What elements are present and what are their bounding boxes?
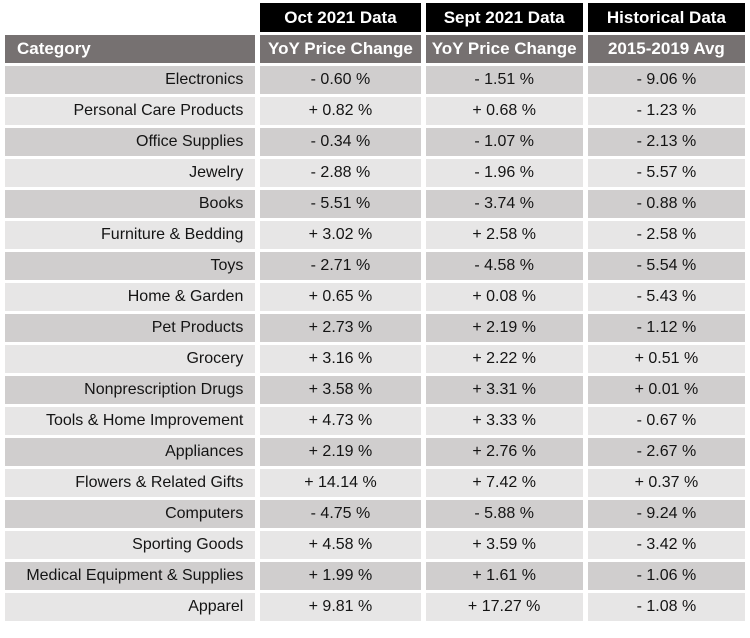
col-group-historical: Historical Data	[588, 3, 745, 32]
hist-value-cell: - 1.06 %	[588, 562, 745, 590]
table-row	[5, 66, 745, 94]
table-row	[5, 562, 745, 590]
oct-value-cell: - 5.51 %	[260, 190, 420, 218]
col-group-sept-2021: Sept 2021 Data	[426, 3, 583, 32]
sept-value-cell: + 3.59 %	[426, 531, 583, 559]
table-row	[5, 97, 745, 125]
blank-corner-cell	[5, 3, 255, 32]
oct-value-cell: + 3.58 %	[260, 376, 420, 404]
hist-value-cell: - 2.58 %	[588, 221, 745, 249]
sept-value-cell: - 1.96 %	[426, 159, 583, 187]
sept-value-cell: + 3.33 %	[426, 407, 583, 435]
table-row	[5, 500, 745, 528]
category-cell: Toys	[5, 252, 255, 280]
oct-value-cell: + 2.73 %	[260, 314, 420, 342]
table-row	[5, 314, 745, 342]
oct-yoy-column-header: YoY Price Change	[260, 35, 420, 63]
sept-value-cell: + 7.42 %	[426, 469, 583, 497]
category-cell: Computers	[5, 500, 255, 528]
category-cell: Appliances	[5, 438, 255, 466]
category-cell: Jewelry	[5, 159, 255, 187]
table-row	[5, 159, 745, 187]
category-cell: Apparel	[5, 593, 255, 621]
hist-value-cell: - 2.13 %	[588, 128, 745, 156]
group-header-row	[5, 3, 745, 32]
category-cell: Nonprescription Drugs	[5, 376, 255, 404]
table-row	[5, 252, 745, 280]
sept-value-cell: - 1.51 %	[426, 66, 583, 94]
hist-value-cell: - 3.42 %	[588, 531, 745, 559]
hist-value-cell: - 1.12 %	[588, 314, 745, 342]
category-cell: Medical Equipment & Supplies	[5, 562, 255, 590]
oct-value-cell: - 2.88 %	[260, 159, 420, 187]
oct-value-cell: + 0.65 %	[260, 283, 420, 311]
oct-value-cell: - 0.60 %	[260, 66, 420, 94]
oct-value-cell: + 0.82 %	[260, 97, 420, 125]
sept-value-cell: + 0.08 %	[426, 283, 583, 311]
table-row	[5, 531, 745, 559]
sept-value-cell: - 4.58 %	[426, 252, 583, 280]
oct-value-cell: + 3.16 %	[260, 345, 420, 373]
category-cell: Flowers & Related Gifts	[5, 469, 255, 497]
category-cell: Pet Products	[5, 314, 255, 342]
table-body	[5, 66, 745, 621]
table-row	[5, 469, 745, 497]
hist-value-cell: - 9.24 %	[588, 500, 745, 528]
table-row	[5, 128, 745, 156]
sept-value-cell: + 2.76 %	[426, 438, 583, 466]
table-row	[5, 221, 745, 249]
hist-value-cell: - 5.43 %	[588, 283, 745, 311]
oct-value-cell: - 2.71 %	[260, 252, 420, 280]
table-row	[5, 438, 745, 466]
table-row	[5, 190, 745, 218]
category-cell: Books	[5, 190, 255, 218]
category-cell: Home & Garden	[5, 283, 255, 311]
table-row	[5, 283, 745, 311]
category-cell: Personal Care Products	[5, 97, 255, 125]
historical-avg-column-header: 2015-2019 Avg	[588, 35, 745, 63]
sept-value-cell: - 5.88 %	[426, 500, 583, 528]
category-cell: Tools & Home Improvement	[5, 407, 255, 435]
category-column-header: Category	[5, 35, 255, 63]
oct-value-cell: + 14.14 %	[260, 469, 420, 497]
table-row	[5, 345, 745, 373]
table-header	[5, 3, 745, 63]
hist-value-cell: + 0.37 %	[588, 469, 745, 497]
sub-header-row	[5, 35, 745, 63]
table-row	[5, 593, 745, 621]
hist-value-cell: - 0.88 %	[588, 190, 745, 218]
sept-value-cell: + 3.31 %	[426, 376, 583, 404]
oct-value-cell: - 0.34 %	[260, 128, 420, 156]
sept-value-cell: + 2.19 %	[426, 314, 583, 342]
sept-value-cell: + 2.58 %	[426, 221, 583, 249]
hist-value-cell: - 1.08 %	[588, 593, 745, 621]
col-group-oct-2021: Oct 2021 Data	[260, 3, 420, 32]
sept-value-cell: + 17.27 %	[426, 593, 583, 621]
table-row	[5, 407, 745, 435]
oct-value-cell: + 9.81 %	[260, 593, 420, 621]
oct-value-cell: + 3.02 %	[260, 221, 420, 249]
sept-value-cell: - 3.74 %	[426, 190, 583, 218]
oct-value-cell: - 4.75 %	[260, 500, 420, 528]
sept-value-cell: + 1.61 %	[426, 562, 583, 590]
hist-value-cell: - 5.54 %	[588, 252, 745, 280]
hist-value-cell: - 5.57 %	[588, 159, 745, 187]
oct-value-cell: + 4.73 %	[260, 407, 420, 435]
hist-value-cell: - 0.67 %	[588, 407, 745, 435]
oct-value-cell: + 2.19 %	[260, 438, 420, 466]
hist-value-cell: - 2.67 %	[588, 438, 745, 466]
sept-yoy-column-header: YoY Price Change	[426, 35, 583, 63]
table-row	[5, 376, 745, 404]
oct-value-cell: + 1.99 %	[260, 562, 420, 590]
sept-value-cell: + 2.22 %	[426, 345, 583, 373]
category-cell: Furniture & Bedding	[5, 221, 255, 249]
category-cell: Sporting Goods	[5, 531, 255, 559]
category-cell: Electronics	[5, 66, 255, 94]
sept-value-cell: + 0.68 %	[426, 97, 583, 125]
hist-value-cell: + 0.01 %	[588, 376, 745, 404]
hist-value-cell: - 1.23 %	[588, 97, 745, 125]
category-cell: Office Supplies	[5, 128, 255, 156]
sept-value-cell: - 1.07 %	[426, 128, 583, 156]
category-cell: Grocery	[5, 345, 255, 373]
hist-value-cell: + 0.51 %	[588, 345, 745, 373]
hist-value-cell: - 9.06 %	[588, 66, 745, 94]
oct-value-cell: + 4.58 %	[260, 531, 420, 559]
